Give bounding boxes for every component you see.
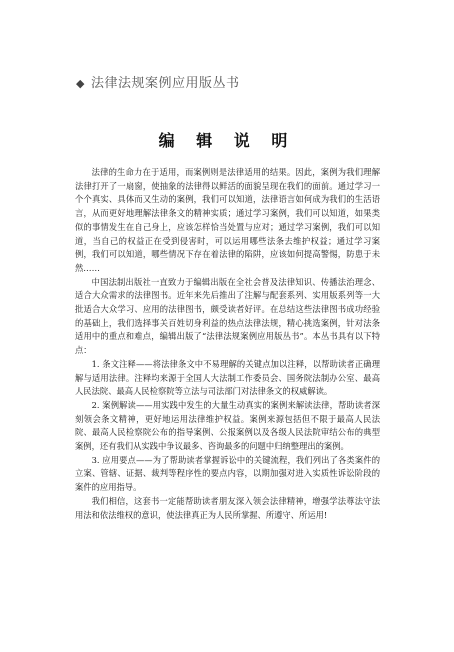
paragraph-feature-annotation: 1. 条文注释——将法律条文中不易理解的关键点加以注释，以帮助读者正确理解与适用法律。注释均来源于全国人大法制工作委员会、国务院法制办公室、最高人民法院、最高人民检察院等立法与司法部门对法律条文的权威解读。 bbox=[75, 358, 380, 397]
body-text bbox=[75, 166, 380, 522]
series-label: 法律法规案例应用版丛书 bbox=[90, 76, 240, 91]
paragraph-feature-cases: 2. 案例解读——用实践中发生的大量生动真实的案例来解读法律，帮助读者深刻领会条文精神，更好地运用法律维护权益。案例来源包括但不限于最高人民法院、最高人民检察院公布的指导案例、公报案例以及各级人民法院审结公布的典型案例，还有我们从实践中争议最多、咨询最多的问题中归纳整理出的案例。 bbox=[75, 399, 380, 452]
diamond-bullet-icon: ◆ bbox=[76, 77, 85, 90]
page-title: 编 辑 说 明 bbox=[158, 131, 296, 150]
paragraph-feature-key-points: 3. 应用要点——为了帮助读者掌握诉讼中的关键流程，我们列出了各类案件的立案、管辖、证据、裁判等程序性的要点内容，以期加强对进入实质性诉讼阶段的案件的应用指导。 bbox=[75, 454, 380, 493]
paragraph-closing: 我们相信，这套书一定能帮助读者朋友深入领会法律精神，增强学法尊法守法用法和依法维权的意识，使法律真正为人民所掌握、所遵守、所运用! bbox=[75, 495, 380, 520]
series-header bbox=[76, 72, 239, 91]
paragraph-publisher: 中国法制出版社一直致力于编辑出版在全社会普及法律知识、传播法治理念、适合大众需求的法律图书。近年来先后推出了注解与配套系列、实用版系列等一大批适合大众学习、应用的法律图书，颇受读者好评。在总结这些法律图书成功经验的基础上，我们选择事关百姓切身利益的热点法律法规，精心挑选案例，针对法条适用中的重点和难点，编辑出版了“法律法规案例应用版丛书”。本丛书具有以下特点： bbox=[75, 276, 380, 356]
paragraph-intro: 法律的生命力在于适用，而案例则是法律适用的结果。因此，案例为我们理解法律打开了一扇窗，使抽象的法律得以鲜活的面貌呈现在我们的面前。通过学习一个个真实、具体而又生动的案例，我们可以知道，法律语言如何成为我们的生活语言，从而更好地理解法律条文的精神实质；通过学习案例，我们可以知道，如果类似的事情发生在自己身上，应该怎样恰当处置与应对；通过学习案例，我们可以知道，当自己的权益正在受到侵害时，可以运用哪些法条去维护权益；通过学习案例，我们可以知道，哪些情况下存在着法律的陷阱，应该如何提高警惕，防患于未然…… bbox=[75, 167, 380, 273]
